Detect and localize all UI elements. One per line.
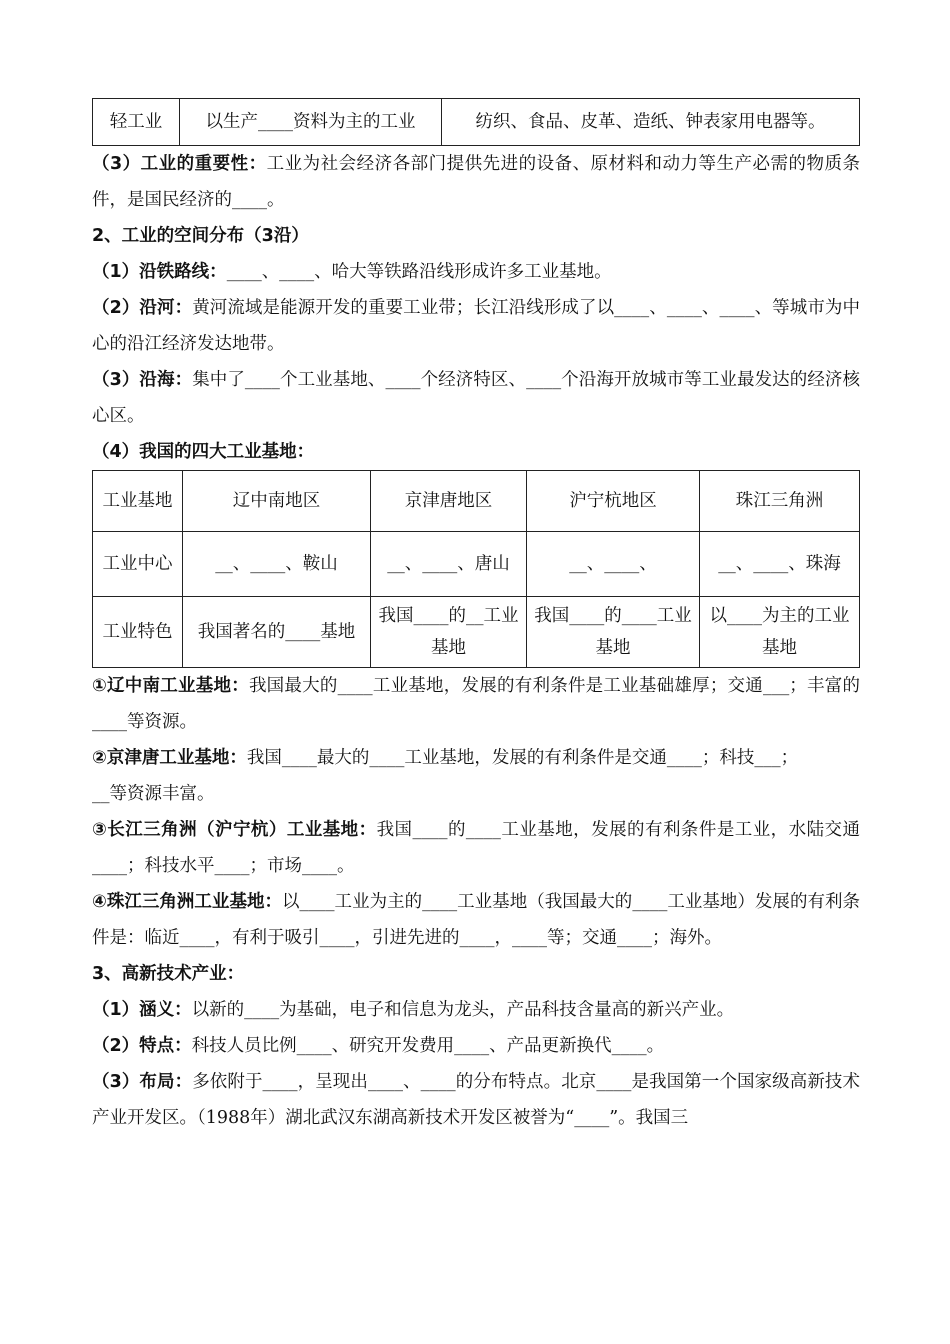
section-heading: 3、高新技术产业： xyxy=(92,964,245,984)
paragraph-lead: ②京津唐工业基地： xyxy=(92,748,247,768)
table-cell: __、____、珠海 xyxy=(700,532,860,597)
table-cell: 我国著名的____基地 xyxy=(183,597,371,668)
table-cell: 以____为主的工业基地 xyxy=(700,597,860,668)
table-cell: 珠江三角洲 xyxy=(700,471,860,532)
industry-type-table xyxy=(92,98,860,146)
paragraph-lead: （2）沿河： xyxy=(92,298,193,318)
table-cell: 我国____的____工业基地 xyxy=(527,597,700,668)
table-cell: 纺织、食品、皮革、造纸、钟表家用电器等。 xyxy=(442,99,860,146)
paragraph-coast xyxy=(92,362,860,434)
table-cell: 轻工业 xyxy=(93,99,180,146)
table-row xyxy=(93,99,860,146)
paragraph-text: 以新的____为基础，电子和信息为龙头，产品科技含量高的新兴产业。 xyxy=(191,1000,735,1020)
table-cell: 工业特色 xyxy=(93,597,183,668)
paragraph-text: 科技人员比例____、研究开发费用____、产品更新换代____。 xyxy=(191,1036,665,1056)
paragraph-lead: ④珠江三角洲工业基地： xyxy=(92,892,283,912)
paragraph-text: 集中了____个工业基地、____个经济特区、____个沿海开放城市等工业最发达的经济核心区。 xyxy=(92,370,861,426)
paragraph-text: 多依附于____，呈现出____、____的分布特点。北京____是我国第一个国家级高新技术产业开发区。（1988年）湖北武汉东湖高新技术开发区被誉为“____”。我国三 xyxy=(92,1072,860,1128)
paragraph-lead: ①辽中南工业基地： xyxy=(92,676,249,696)
paragraph-lead: （4）我国的四大工业基地： xyxy=(92,442,315,462)
document-page xyxy=(92,98,860,1136)
table-cell: 我国____的__工业基地 xyxy=(371,597,527,668)
paragraph-lead: （2）特点： xyxy=(92,1036,192,1056)
paragraph-railway xyxy=(92,254,860,290)
paragraph-text: 黄河流域是能源开发的重要工业带；长江沿线形成了以____、____、____、等城市为中心的沿江经济发达地带。 xyxy=(92,298,861,354)
table-cell: 工业基地 xyxy=(93,471,183,532)
paragraph-text: 工业为社会经济各部门提供先进的设备、原材料和动力等生产必需的物质条件，是国民经济的____。 xyxy=(92,154,860,210)
table-row xyxy=(93,597,860,668)
paragraph-liaozhongnan xyxy=(92,668,860,740)
paragraph-text: 以____工业为主的____工业基地（我国最大的____工业基地）发展的有利条件是：临近____，有利于吸引____，引进先进的____，____等；交通____；海外。 xyxy=(92,892,861,948)
paragraph-pearl-delta xyxy=(92,884,860,956)
table-row xyxy=(93,471,860,532)
paragraph-lead: （3）沿海： xyxy=(92,370,193,390)
industrial-bases-table xyxy=(92,470,860,668)
table-cell: 以生产____资料为主的工业 xyxy=(180,99,442,146)
table-cell: 京津唐地区 xyxy=(371,471,527,532)
paragraph-river xyxy=(92,290,860,362)
paragraph-lead: （3）工业的重要性： xyxy=(92,154,267,174)
paragraph-lead: （1）涵义： xyxy=(92,1000,192,1020)
table-cell: __、____、鞍山 xyxy=(183,532,371,597)
table-row xyxy=(93,532,860,597)
paragraph-lead: ③长江三角洲（沪宁杭）工业基地： xyxy=(92,820,377,840)
paragraph-text: 我国最大的____工业基地，发展的有利条件是工业基础雄厚；交通___；丰富的____等资源。 xyxy=(92,676,860,732)
paragraph-lead: （3）布局： xyxy=(92,1072,193,1092)
paragraph-jingjintang xyxy=(92,740,860,776)
paragraph-jingjintang-cont: __等资源丰富。 xyxy=(92,784,215,804)
paragraph-four-bases xyxy=(92,434,860,470)
table-cell: 工业中心 xyxy=(93,532,183,597)
paragraph-text: ____、____、哈大等铁路沿线形成许多工业基地。 xyxy=(226,262,612,282)
table-cell: __、____、 xyxy=(527,532,700,597)
table-cell: 辽中南地区 xyxy=(183,471,371,532)
paragraph-lead: （1）沿铁路线： xyxy=(92,262,227,282)
paragraph-yangtze-delta xyxy=(92,812,860,884)
paragraph-definition xyxy=(92,992,860,1028)
paragraph-features xyxy=(92,1028,860,1064)
paragraph-importance xyxy=(92,146,860,218)
paragraph-text: 我国____的____工业基地，发展的有利条件是工业，水陆交通____；科技水平____；市场____。 xyxy=(92,820,860,876)
paragraph-text: 我国____最大的____工业基地，发展的有利条件是交通____；科技___； xyxy=(246,748,799,768)
table-cell: 沪宁杭地区 xyxy=(527,471,700,532)
paragraph-layout xyxy=(92,1064,860,1136)
table-cell: __、____、唐山 xyxy=(371,532,527,597)
section-heading: 2、工业的空间分布（3沿） xyxy=(92,226,309,246)
